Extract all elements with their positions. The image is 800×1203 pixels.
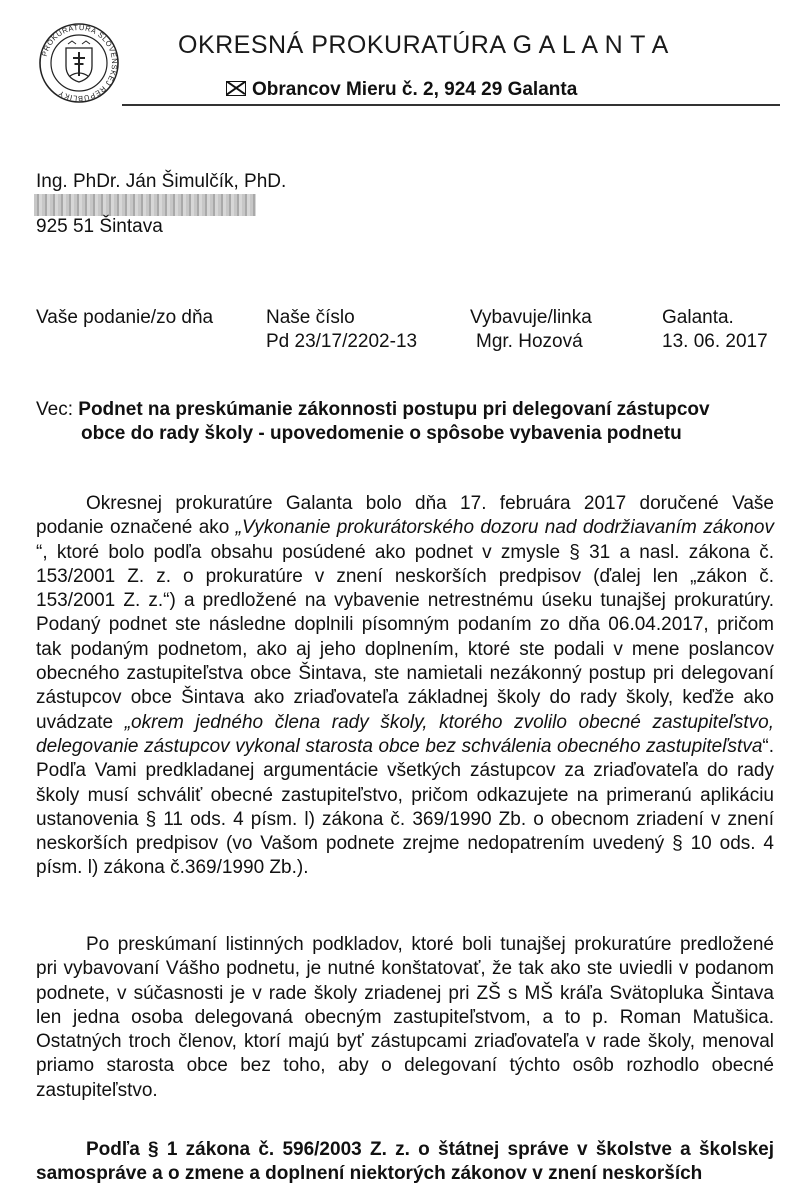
body-paragraph-3 [36,1138,774,1187]
svg-text:PROKURATÚRA SLOVENSKEJ REPUBLI: PROKURATÚRA SLOVENSKEJ REPUBLIKY [39,22,120,104]
subject-line-1: Podnet na preskúmanie zákonnosti postupu pri delegovaní zástupcov [78,399,710,420]
your-submission-label: Vaše podanie/zo dňa [36,307,214,328]
body-paragraph-1 [36,492,774,881]
body-paragraph-2 [36,933,774,1103]
p3-text: Podľa § 1 zákona č. 596/2003 Z. z. o štátnej správe v školstve a školskej samospráve a o zmene a doplnení niektorých zákonov v znení neskorších [36,1139,774,1185]
address-text: Obrancov Mieru č. 2, 924 29 Galanta [252,79,578,100]
p2-text: Po preskúmaní listinných podkladov, ktoré boli tunajšej prokuratúre predložené pri vybavovaní Vášho podnetu, je nutné konštatovať, že tak ako ste uviedli v podanom podnete, v súčasnosti je v rade školy zriadenej pri ZŠ s MŠ kráľa Svätopluka Šintava len jedna osoba delegovaná obecným zastupiteľstvom, a to p. Roman Matušica. Ostatných troch členov, ktorí majú byť zástupcami zriaďovateľa v rade školy, menoval priamo starosta obce bez toho, aby o delegovaní týchto osôb rozhodlo obecné zastupiteľstvo. [36,934,774,1101]
p1-part-e: “. Podľa Vami predkladanej argumentácie všetkých zástupcov za zriaďovateľa do rady školy musí schváliť obecné zastupiteľstvo, pričom odkazujete na primeranú aplikáciu ustanovenia § 11 ods. 4 písm. l) zákona č. 369/1990 Zb. o obecnom zriadení v znení neskorších predpisov (vo Vašom podnete zrejme nedopatrením uvedený § 10 ods. 4 písm. l) zákona č.369/1990 Zb.). [36,735,774,879]
subject-block [36,398,776,446]
recipient-name: Ing. PhDr. Ján Šimulčík, PhD. [36,171,287,192]
office-address [226,79,577,101]
subject-line-2: obce do rady školy - upovedomenie o spôsobe vybavenia podnetu [81,423,682,444]
handler-value: Mgr. Hozová [476,331,583,352]
envelope-icon [226,81,246,96]
p1-part-c: “, ktoré bolo podľa obsahu posúdené ako podnet v zmysle § 31 a nasl. zákona č. 153/2001 Z. z. o prokuratúre v znení neskorších predpisov (ďalej len „zákon č. 153/2001 Z. z.“) a predložené na vybavenie netrestnému úseku tunajšej prokuratúry. Podaný podnet ste následne doplnili písomným podaním zo dňa 06.04.2017, pričom tak podaným podnetom, ako aj jeho doplnením, ktoré ste podali v mene poslancov obecného zastupiteľstva obce Šintava, ste namietali nezákonný postup pri delegovaní zástupcov obce Šintava ako zriaďovateľa základnej školy do rady školy, keďže ako uvádzate [36,541,774,733]
office-title: OKRESNÁ PROKURATÚRA G A L A N T A [178,31,669,59]
p1-quote-1: „Vykonanie prokurátorského dozoru nad dodržiavaním zákonov [235,517,774,539]
place-label: Galanta. [662,307,734,328]
letter-date: 13. 06. 2017 [662,331,768,352]
p1-part-a: Okresnej prokuratúre Galanta bolo dňa 17. februára 2017 doručené Vaše podanie označené ako [36,493,774,539]
redacted-street-address [34,194,256,216]
prokuratura-seal-logo [38,22,120,104]
recipient-city: 925 51 Šintava [36,216,163,237]
header-divider [122,104,780,106]
subject-label: Vec: [36,399,73,420]
handler-label: Vybavuje/linka [470,307,592,328]
p1-quote-2: „okrem jedného člena rady školy, ktorého zvolilo obecné zastupiteľstvo, delegovanie zástupcov vykonal starosta obce bez schválenia obecného zastupiteľstva [36,711,774,757]
our-number-label: Naše číslo [266,307,355,328]
our-number-value: Pd 23/17/2202-13 [266,331,418,352]
